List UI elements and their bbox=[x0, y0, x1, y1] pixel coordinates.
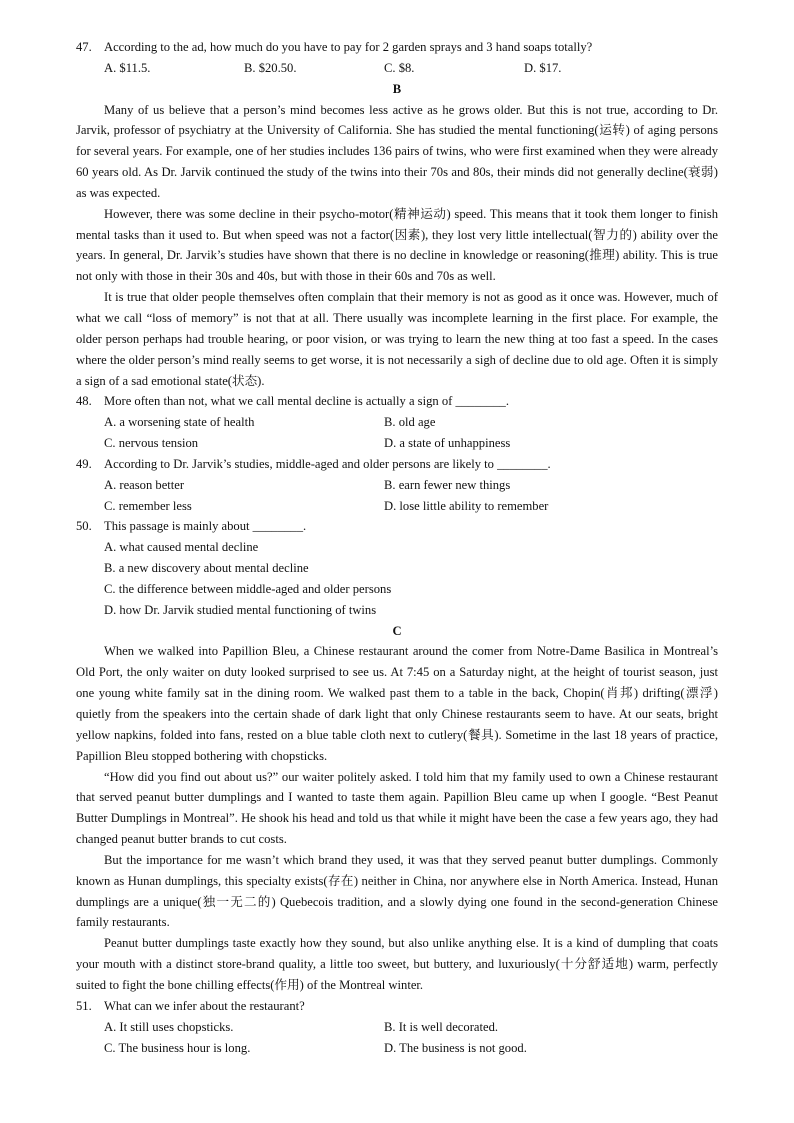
question-number: 47. bbox=[76, 40, 92, 54]
exam-page bbox=[76, 37, 718, 1058]
option-d: D. lose little ability to remember bbox=[384, 498, 549, 513]
question-text: More often than not, what we call mental decline is actually a sign of ________. bbox=[104, 394, 509, 409]
option-b: B. old age bbox=[384, 415, 436, 430]
options-row bbox=[76, 1017, 718, 1038]
question-49 bbox=[76, 454, 718, 475]
option-b: B. $20.50. bbox=[244, 60, 297, 75]
question-text: According to the ad, how much do you have to pay for 2 garden sprays and 3 hand soaps totally? bbox=[104, 40, 593, 54]
question-text: What can we infer about the restaurant? bbox=[104, 998, 305, 1013]
question-number: 51. bbox=[76, 998, 92, 1013]
options-row bbox=[76, 58, 718, 79]
passage-c-paragraph-2: “How did you find out about us?” our waiter politely asked. I told him that my family used to own a Chinese restaurant that served peanut butter dumplings and I wanted to taste them again. Papillion Bleu came up when I google. “Best Peanut Butter Dumplings in Montreal”. He shook his head and told us that while it might have been the case a few years ago, they had changed peanut butter brands to cut costs. bbox=[76, 769, 718, 847]
section-heading-c: C bbox=[392, 623, 402, 638]
question-number: 50. bbox=[76, 519, 92, 534]
section-heading-b: B bbox=[392, 81, 402, 96]
option-a: A. $11.5. bbox=[104, 60, 151, 75]
question-number: 49. bbox=[76, 456, 92, 471]
option-c: C. remember less bbox=[104, 498, 192, 513]
passage-c-paragraph-1: When we walked into Papillion Bleu, a Chinese restaurant around the comer from Notre-Dame Basilica in Montreal’s Old Port, the only waiter on duty looked surprised to see us. At 7:45 on a Saturday night, at the height of tourist season, just one young white family sat in the dining room. We walked past them to a table in the back, Chopin(肖邦) drifting(漂浮) quietly from the speakers into the certain shade of dark light that only Chinese restaurants seem to have. At our seats, bright yellow napkins, folded into fans, rested on a blue table cloth next to cutlery(餐具). Sometime in the last 18 years of practice, Papillion Bleu stopped bothering with chopsticks. bbox=[76, 644, 718, 763]
option-c: C. $8. bbox=[384, 60, 415, 75]
question-51 bbox=[76, 996, 718, 1017]
question-number: 48. bbox=[76, 394, 92, 409]
option-b: B. a new discovery about mental decline bbox=[104, 561, 309, 576]
question-text: This passage is mainly about ________. bbox=[104, 519, 307, 534]
option-d: D. $17. bbox=[524, 60, 562, 75]
passage-c-paragraph-4: Peanut butter dumplings taste exactly how they sound, but also unlike anything else. It is a kind of dumpling that coats your mouth with a distinct store-brand quality, a little too sweet, but buttery, and luxuriously(十分舒适地) warm, perfectly suited to fight the bone chilling effects(作用) of the Montreal winter. bbox=[76, 936, 718, 992]
options-row bbox=[76, 475, 718, 496]
passage-c-paragraph-3: But the importance for me wasn’t which brand they used, it was that they served peanut butter dumplings. Commonly known as Hunan dumplings, this specialty exists(存在) neither in China, nor anywhere else in North America. Instead, Hunan dumplings are a unique(独一无二的) Quebecois tradition, and a slowly dying one found in the second-generation Chinese family restaurants. bbox=[76, 852, 718, 930]
option-b: B. earn fewer new things bbox=[384, 477, 511, 492]
options-row bbox=[76, 1038, 718, 1059]
option-b: B. It is well decorated. bbox=[384, 1019, 499, 1034]
passage-b-paragraph-2: However, there was some decline in their psycho-motor(精神运动) speed. This means that it took them longer to finish mental tasks than it used to. But when speed was not a factor(因素), they lost very little intellectual(智力的) ability over the years. In general, Dr. Jarvik’s studies have shown that there is no decline in knowledge or reasoning(推理) ability. This is true not only with those in their 30s and 40s, but with those in their 60s and 70s as well. bbox=[76, 206, 718, 284]
option-d: D. how Dr. Jarvik studied mental functioning of twins bbox=[104, 602, 377, 617]
options-row bbox=[76, 433, 718, 454]
question-text: According to Dr. Jarvik’s studies, middle-aged and older persons are likely to ________. bbox=[104, 456, 551, 471]
option-a: A. reason better bbox=[104, 477, 185, 492]
options-row bbox=[76, 496, 718, 517]
question-50 bbox=[76, 516, 718, 537]
option-c: C. the difference between middle-aged and older persons bbox=[104, 581, 392, 596]
option-d: D. The business is not good. bbox=[384, 1040, 527, 1055]
option-c: C. nervous tension bbox=[104, 436, 199, 451]
passage-b-paragraph-1: Many of us believe that a person’s mind becomes less active as he grows older. But this is not true, according to Dr. Jarvik, professor of psychiatry at the University of California. She has studied the mental functioning(运转) of aging persons for several years. For example, one of her studies includes 136 pairs of twins, who were first examined when they were already 60 years old. As Dr. Jarvik continued the study of the twins into their 70s and 80s, their minds did not generally decline(衰弱) as was expected. bbox=[76, 102, 718, 200]
question-47 bbox=[76, 37, 718, 58]
option-a: A. a worsening state of health bbox=[104, 415, 255, 430]
question-48 bbox=[76, 391, 718, 412]
options-row bbox=[76, 412, 718, 433]
option-a: A. It still uses chopsticks. bbox=[104, 1019, 234, 1034]
option-a: A. what caused mental decline bbox=[104, 540, 259, 555]
passage-b-paragraph-3: It is true that older people themselves often complain that their memory is not as good as it once was. However, much of what we call “loss of memory” is not that at all. There usually was incomplete learning in the first place. For example, the older person perhaps had trouble hearing, or poor vision, or was trying to learn the new thing at too fast a speed. In the cases where the older person’s mind really seems to get worse, it is not necessarily a sigh of decline due to old age. Often it is simply a sign of a sad emotional state(状态). bbox=[76, 290, 718, 388]
option-d: D. a state of unhappiness bbox=[384, 436, 511, 451]
option-c: C. The business hour is long. bbox=[104, 1040, 251, 1055]
